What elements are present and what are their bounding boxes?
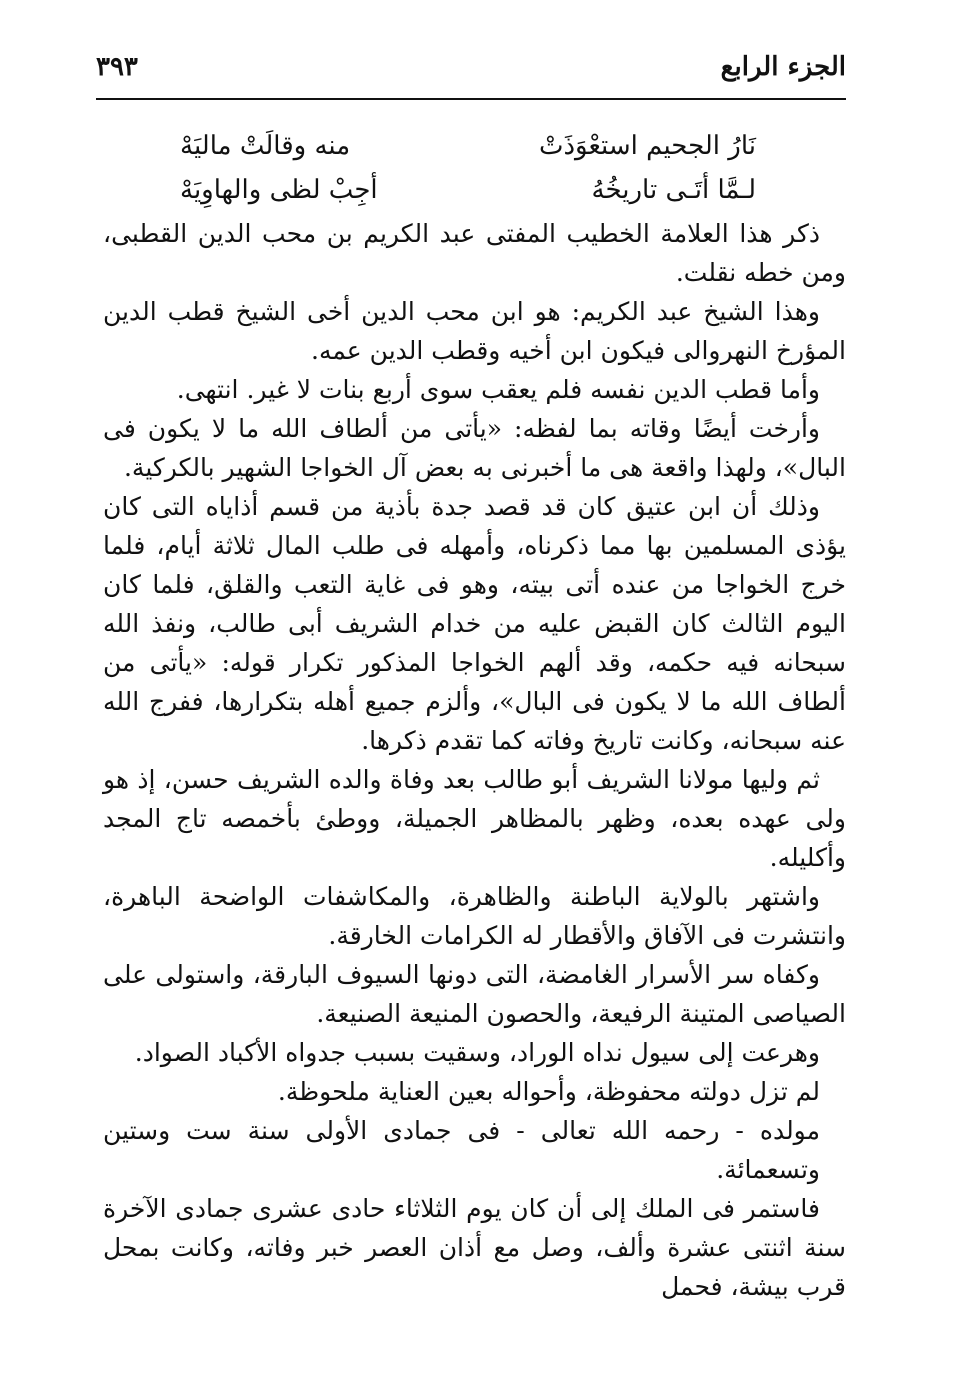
hemistich-left: أجِبْ لظى والهاوِيَهْ <box>180 175 378 205</box>
hemistich-right: لـمَّا أتَـى تاريخُهُ <box>591 175 756 205</box>
body-text <box>103 214 846 1306</box>
paragraph: وذلك أن ابن عتيق كان قد قصد جدة بأذية من قسم أذاياه التى كان يؤذى المسلمين بها مما ذكرناه، وأمهله فى طلب المال ثلاثة أيام، فلما خرج الخواجا من عنده أتى بيته، وهو فى غاية التعب والقلق، فلما كان اليوم الثالث كان القبض عليه من خدام الشريف أبى طالب، ونفذ الله سبحانه فيه حكمه، وقد ألهم الخواجا المذكور تكرار قوله: «يأتى من ألطاف الله ما لا يكون فى البال»، وألزم جميع أهله بتكرارها، ففرج الله عنه سبحانه، وكانت تاريخ وفاته كما تقدم ذكرها. <box>103 492 846 755</box>
paragraph: واشتهر بالولاية الباطنة والظاهرة، والمكاشفات الواضحة الباهرة، وانتشرت فى الآفاق والأقطار له الكرامات الخارقة. <box>103 882 846 950</box>
paragraph: ثم وليها مولانا الشريف أبو طالب بعد وفاة والده الشريف حسن، إذ هو ولى عهده بعده، وظهر بالمظاهر الجميلة، ووطئ بأخمصه تاج المجد وأكليله. <box>103 765 846 872</box>
paragraph: وهرعت إلى سيول نداه الوراد، وسقيت بسبب جدواه الأكباد الصواد. <box>134 1038 820 1067</box>
paragraph: وكفاه سر الأسرار الغامضة، التى دونها السيوف البارقة، واستولى على الصياصى المتينة الرفيعة، والحصون المنيعة الصنيعة. <box>103 960 846 1028</box>
paragraph: لم تزل دولته محفوظة، وأحواله بعين العناية ملحوظة. <box>277 1077 820 1106</box>
hemistich-left: منه وقالَتْ ماليَهْ <box>180 131 351 161</box>
verse <box>180 168 756 212</box>
paragraph: وأرخت أيضًا وقاته بما لفظه: «يأتى من ألطاف الله ما لا يكون فى البال»، ولهذا واقعة هى ما أخبرنى به بعض آل الخواجا الشهير بالكركية. <box>103 414 846 482</box>
poem <box>180 124 756 212</box>
paragraph: ذكر هذا العلامة الخطيب المفتى عبد الكريم بن محب الدين القطبى، ومن خطه نقلت. <box>103 219 846 287</box>
paragraph: وأما قطب الدين نفسه فلم يعقب سوى أربع بنات لا غير. انتهى. <box>176 375 820 404</box>
paragraph: وهذا الشيخ عبد الكريم: هو ابن محب الدين أخى الشيخ قطب الدين المؤرخ النهروالى فيكون ابن أخيه وقطب الدين عمه. <box>103 297 846 365</box>
page-number: ٣٩٣ <box>96 52 138 82</box>
hemistich-right: نَارُ الجحيم استعْوَذَتْ <box>539 131 756 161</box>
running-title: الجزء الرابع <box>720 52 846 82</box>
verse <box>180 124 756 168</box>
paragraph: فاستمر فى الملك إلى أن كان يوم الثلاثاء حادى عشرى جمادى الآخرة سنة اثنتى عشرة وألف، وصل مع أذان العصر خبر وفاته، وكانت بمحل قرب بيشة، فحمل <box>103 1194 846 1301</box>
paragraph: مولده - رحمه الله تعالى - فى جمادى الأولى سنة ست وستين وتسعمائة. <box>103 1116 820 1184</box>
page-header <box>96 52 846 100</box>
